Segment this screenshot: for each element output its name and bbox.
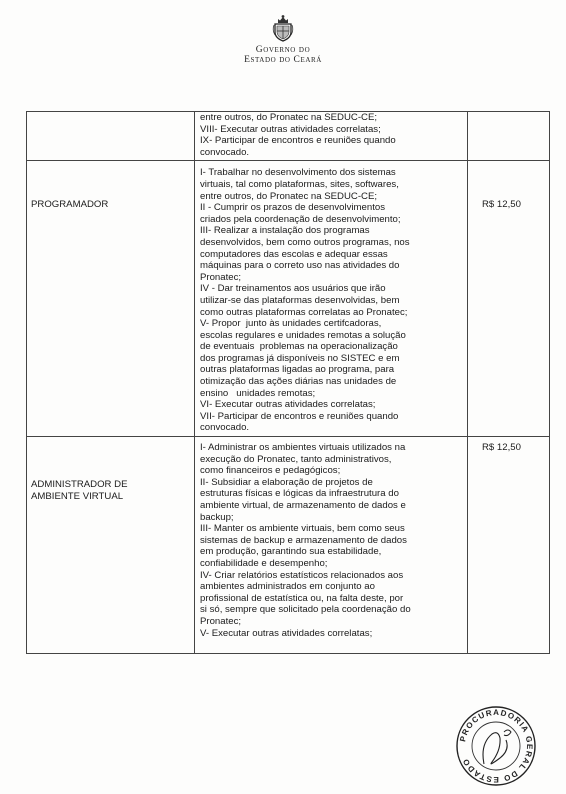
description-line: IV- Criar relatórios estatísticos relacionados aos <box>200 569 404 581</box>
description-line: em produção, garantindo sua estabilidade, <box>200 546 382 558</box>
description-line: confiabilidade e desempenho; <box>200 557 328 569</box>
description-line: virtuais, tal como plataformas, sites, softwares, <box>200 178 399 190</box>
description-cell <box>195 112 468 161</box>
letterhead-line-estado: Estado do Ceará <box>244 55 322 65</box>
description-line: II- Subsidiar a elaboração de projetos de <box>200 476 373 488</box>
description-line: IV - Dar treinamentos aos usuários que irão <box>200 283 386 295</box>
svg-text:PROCURADORIA GERAL DO ESTADO <box>458 708 534 784</box>
description-line: I- Administrar os ambientes virtuais utilizados na <box>200 442 406 454</box>
description-line: máquinas para o correto uso nas atividades do <box>200 260 400 272</box>
hourly-rate: R$ 12,50 <box>482 199 521 211</box>
role-title: PROGRAMADOR <box>31 199 109 211</box>
description-line: desenvolvidos, bem como outros programas, nos <box>200 236 410 248</box>
description-line: utilizar-se das plataformas desenvolvidas, bem <box>200 294 400 306</box>
description-line: IX- Participar de encontros e reuniões quando <box>200 135 396 147</box>
description-line: Pronatec; <box>200 271 242 283</box>
description-line: como outras plataformas correlatas ao Pronatec; <box>200 306 408 318</box>
state-coat-of-arms-icon <box>271 14 295 42</box>
procuradoria-seal-stamp <box>454 704 538 788</box>
value-cell <box>468 112 550 161</box>
seal-text: PROCURADORIA GERAL DO ESTADO <box>458 707 535 785</box>
table-row-administrador <box>27 437 550 654</box>
description-line: Pronatec; <box>200 615 242 627</box>
description-line: VIII- Executar outras atividades correlatas; <box>200 123 381 135</box>
description-cell <box>195 437 468 654</box>
role-cell <box>27 161 195 437</box>
role-title-line: ADMINISTRADOR DE <box>31 479 128 491</box>
role-cell <box>27 437 195 654</box>
description-line: entre outros, do Pronatec na SEDUC-CE; <box>200 190 378 202</box>
description-line: escolas regulares e unidades remotas a solução <box>200 329 406 341</box>
table-row-programador <box>27 161 550 437</box>
description-line: III- Manter os ambiente virtuais, bem como seus <box>200 523 405 535</box>
description-line: I- Trabalhar no desenvolvimento dos sistemas <box>200 167 396 179</box>
letterhead-line-governo: Governo do <box>255 45 311 55</box>
value-cell <box>468 437 550 654</box>
description-line: si só, sempre que solicitado pela coordenação do <box>200 604 411 616</box>
description-line: computadores das escolas e adequar essas <box>200 248 388 260</box>
description-line: ensino unidades remotas; <box>200 387 316 399</box>
description-line: V- Propor junto às unidades certifcadoras, <box>200 318 382 330</box>
description-line: criados pela coordenação de desenvolvimento; <box>200 213 401 225</box>
description-line: VI- Executar outras atividades correlatas; <box>200 399 376 411</box>
description-line: de eventuais problemas na operacionalização <box>200 341 398 353</box>
description-line: dos programas já disponíveis no SISTEC e em <box>200 352 400 364</box>
role-title-line: AMBIENTE VIRTUAL <box>31 490 124 502</box>
description-line: backup; <box>200 511 234 523</box>
letterhead <box>0 14 566 65</box>
description-line: convocado. <box>200 146 250 158</box>
description-line: VII- Participar de encontros e reuniões quando <box>200 410 399 422</box>
description-cell <box>195 161 468 437</box>
description-line: profissional de estatística ou, na falta deste, por <box>200 592 404 604</box>
job-description-table <box>26 111 550 654</box>
description-line: estruturas físicas e lógicas da infraestrutura do <box>200 488 399 500</box>
table-row-continuation <box>27 112 550 161</box>
description-line: V- Executar outras atividades correlatas; <box>200 627 373 639</box>
description-line: entre outros, do Pronatec na SEDUC-CE; <box>200 112 378 123</box>
description-line: III- Realizar a instalação dos programas <box>200 225 370 237</box>
role-cell <box>27 112 195 161</box>
description-line: sistemas de backup e armazenamento de dados <box>200 534 407 546</box>
value-cell <box>468 161 550 437</box>
description-line: II - Cumprir os prazos de desenvolvimentos <box>200 202 386 214</box>
description-line: como financeiros e pedagógicos; <box>200 465 341 477</box>
description-line: execução do Pronatec, tanto administrativos, <box>200 453 392 465</box>
description-line: outras plataformas ligadas ao programa, para <box>200 364 395 376</box>
hourly-rate: R$ 12,50 <box>482 442 521 454</box>
description-line: ambientes administrados em conjunto ao <box>200 581 375 593</box>
description-line: ambiente virtual, de armazenamento de dados e <box>200 500 406 511</box>
description-line: otimização das ações diárias nas unidades de <box>200 376 397 388</box>
description-line: convocado. <box>200 422 250 434</box>
